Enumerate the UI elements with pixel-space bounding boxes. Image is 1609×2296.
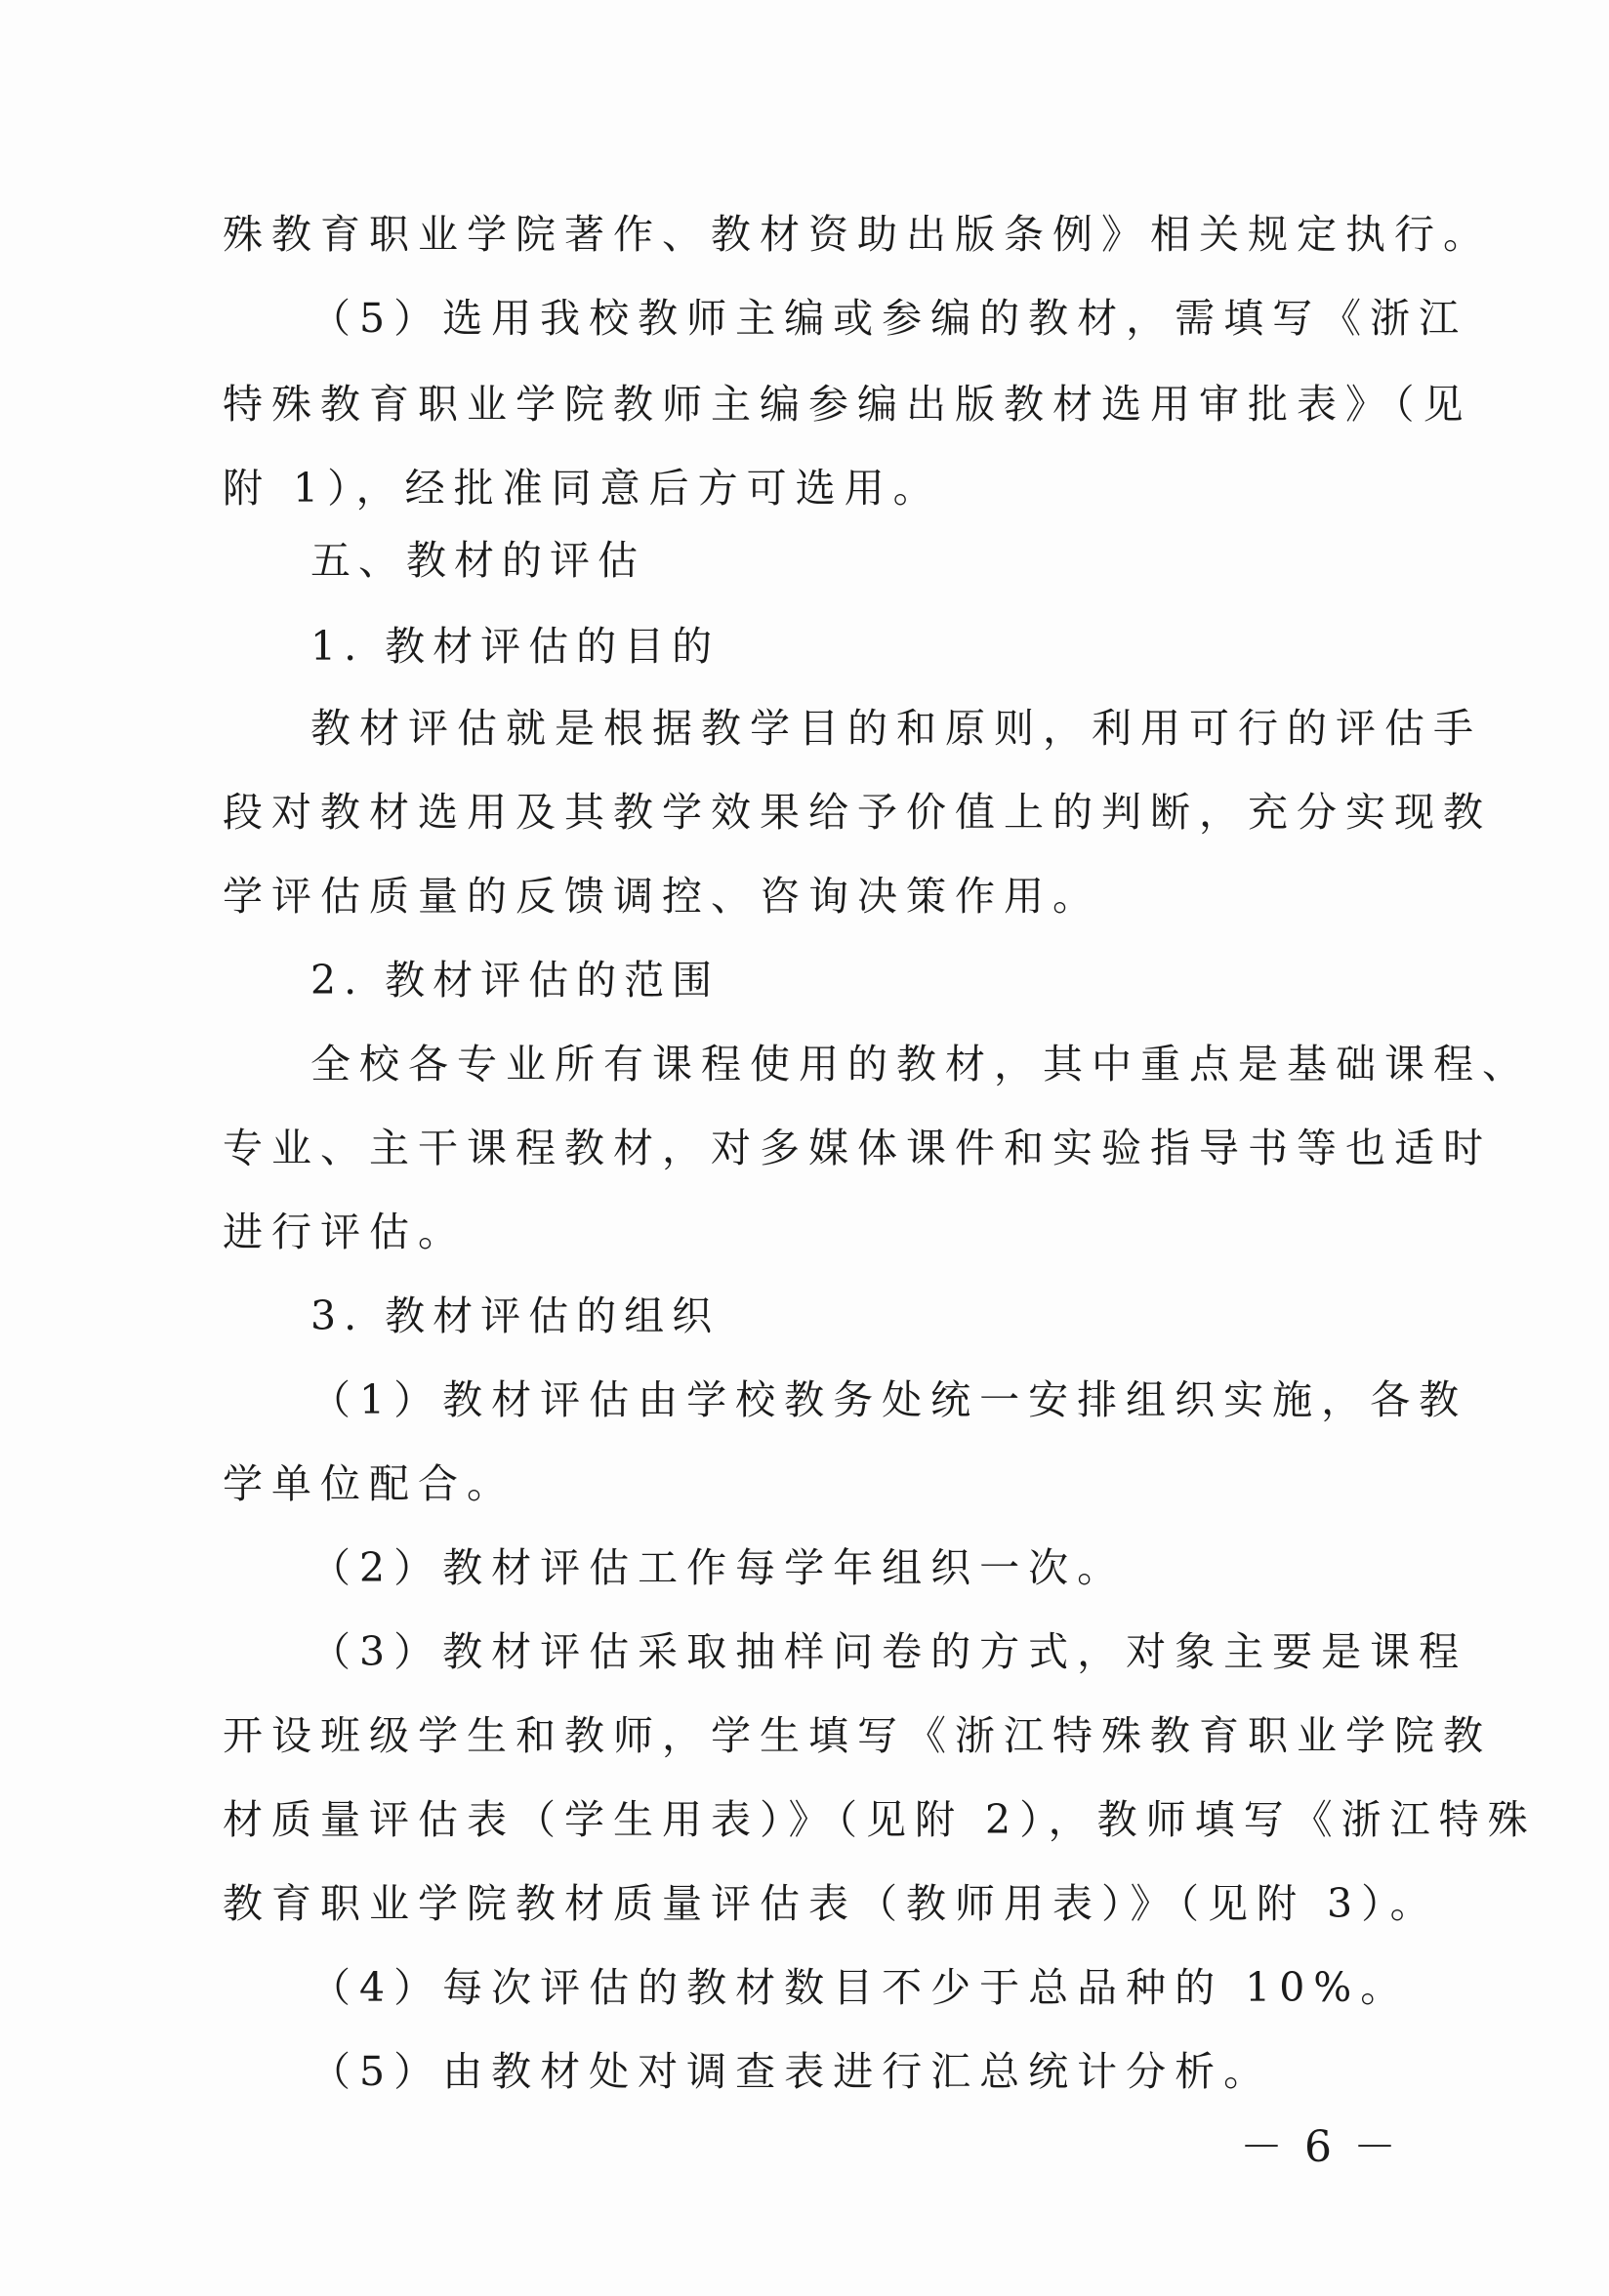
paragraph-line: （2）教材评估工作每学年组织一次。: [310, 1544, 1127, 1591]
paragraph-line: 学单位配合。: [223, 1460, 516, 1507]
paragraph-line: 特殊教育职业学院教师主编参编出版教材选用审批表》（见: [223, 381, 1472, 428]
paragraph-line: （5）由教材处对调查表进行汇总统计分析。: [310, 2048, 1273, 2095]
subsection-heading: 3. 教材评估的组织: [310, 1292, 721, 1339]
paragraph-line: （5）选用我校教师主编或参编的教材，需填写《浙江: [310, 295, 1468, 342]
paragraph-line: 殊教育职业学院著作、教材资助出版条例》相关规定执行。: [223, 211, 1492, 258]
paragraph-line: （3）教材评估采取抽样问卷的方式，对象主要是课程: [310, 1628, 1468, 1675]
subsection-heading: 1. 教材评估的目的: [310, 623, 721, 670]
section-heading: 五、教材的评估: [310, 537, 645, 584]
subsection-heading: 2. 教材评估的范围: [310, 957, 721, 1004]
paragraph-line: 段对教材选用及其教学效果给予价值上的判断，充分实现教: [223, 789, 1492, 836]
paragraph-line: 教材评估就是根据教学目的和原则，利用可行的评估手: [310, 705, 1482, 752]
paragraph-line: 全校各专业所有课程使用的教材，其中重点是基础课程、: [310, 1041, 1531, 1087]
paragraph-line: 进行评估。: [223, 1209, 467, 1255]
paragraph-line: 专业、主干课程教材，对多媒体课件和实验指导书等也适时: [223, 1125, 1492, 1171]
page-number: － 6 －: [1240, 2122, 1400, 2172]
paragraph-line: 开设班级学生和教师，学生填写《浙江特殊教育职业学院教: [223, 1712, 1492, 1759]
paragraph-line: （4）每次评估的教材数目不少于总品种的 10%。: [310, 1964, 1410, 2011]
paragraph-line: 教育职业学院教材质量评估表（教师用表）》（见附 3）。: [223, 1880, 1439, 1927]
paragraph-line: 学评估质量的反馈调控、咨询决策作用。: [223, 873, 1101, 920]
paragraph-line: 材质量评估表（学生用表）》（见附 2），教师填写《浙江特殊: [223, 1796, 1537, 1843]
paragraph-line: 附 1），经批准同意后方可选用。: [223, 465, 942, 512]
paragraph-line: （1）教材评估由学校教务处统一安排组织实施，各教: [310, 1376, 1468, 1423]
